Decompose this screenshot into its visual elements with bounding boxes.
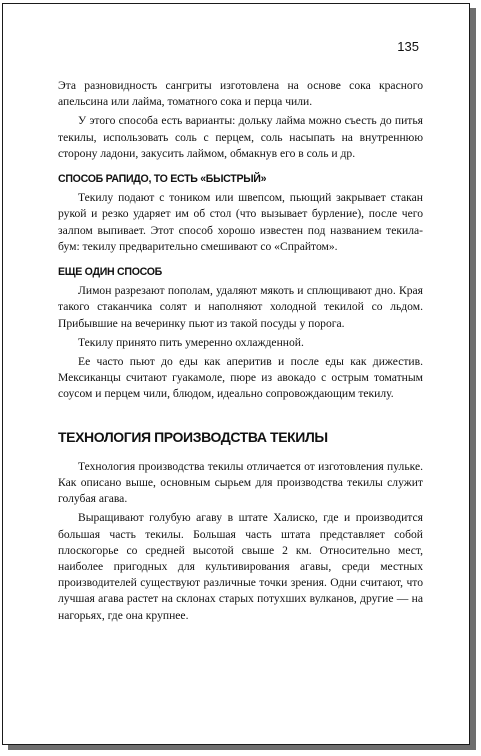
paragraph-technology-intro: Технология производства текилы отличается от изготовления пульке. Как описано выше, основным сырьем для производства текилы служит голубая агава.: [58, 459, 423, 506]
paragraph-variants: У этого способа есть варианты: дольку лайма можно съесть до питья текилы, использовать соль с перцем, соль насыпать на внутреннюю сторону ладони, закусить лаймом, обмакнув его в соль и др.: [58, 114, 423, 160]
subheading-rapido: СПОСОБ РАПИДО, ТО ЕСТЬ «БЫСТРЫЙ»: [58, 173, 267, 186]
paragraph-agave-growing: Выращивают голубую агаву в штате Халиско, где и производится большая часть текилы. Большая часть штата представляет собой плоскогорье со средней высотой свыше 2 км. Относительно мест, наиболее пригодных для культивирования агавы, среди местных производителей существуют различные точки зрения. Одни считают, что лучшая агава растет на склонах старых потухших вулканов, другие — на нагорьях, где она крупнее.: [58, 511, 423, 622]
paragraph-chilled: Текилу принято пить умеренно охлажденной.: [78, 335, 304, 349]
paragraph-sangrita: Эта разновидность сангриты изготовлена на основе сока красного апельсина или лайма, томатного сока и перца чили.: [58, 79, 423, 109]
page-shadow-right: [470, 8, 476, 750]
paragraph-aperitif: Ее часто пьют до еды как аперитив и после еды как дижестив. Мексиканцы считают гуакамоле, пюре из авокадо с острым томатным соусом и перцем чили, блюдом, идеально сопровождающим текилу.: [58, 355, 423, 401]
subheading-another-method: ЕЩЕ ОДИН СПОСОБ: [58, 266, 162, 279]
book-page: [2, 3, 470, 745]
page-shadow-bottom: [8, 745, 476, 750]
section-heading-technology: ТЕХНОЛОГИЯ ПРОИЗВОДСТВА ТЕКИЛЫ: [58, 428, 328, 445]
paragraph-lemon: Лимон разрезают пополам, удаляют мякоть и сплющивают дно. Края такого стаканчика солят и наполняют холодной текилой со льдом. Прибывшие на вечеринку пьют из такой посуды у порога.: [58, 284, 423, 330]
page-content: [58, 78, 423, 624]
page-number: 135: [397, 39, 419, 54]
paragraph-rapido: Текилу подают с тоником или швепсом, пьющий закрывает стакан рукой и резко ударяет им об стол (что вызывает бурление), после чего залпом выпивает. Этот способ хорошо известен под названием текила-бум: текилу предварительно смешивают со «Спрайтом».: [58, 191, 423, 253]
